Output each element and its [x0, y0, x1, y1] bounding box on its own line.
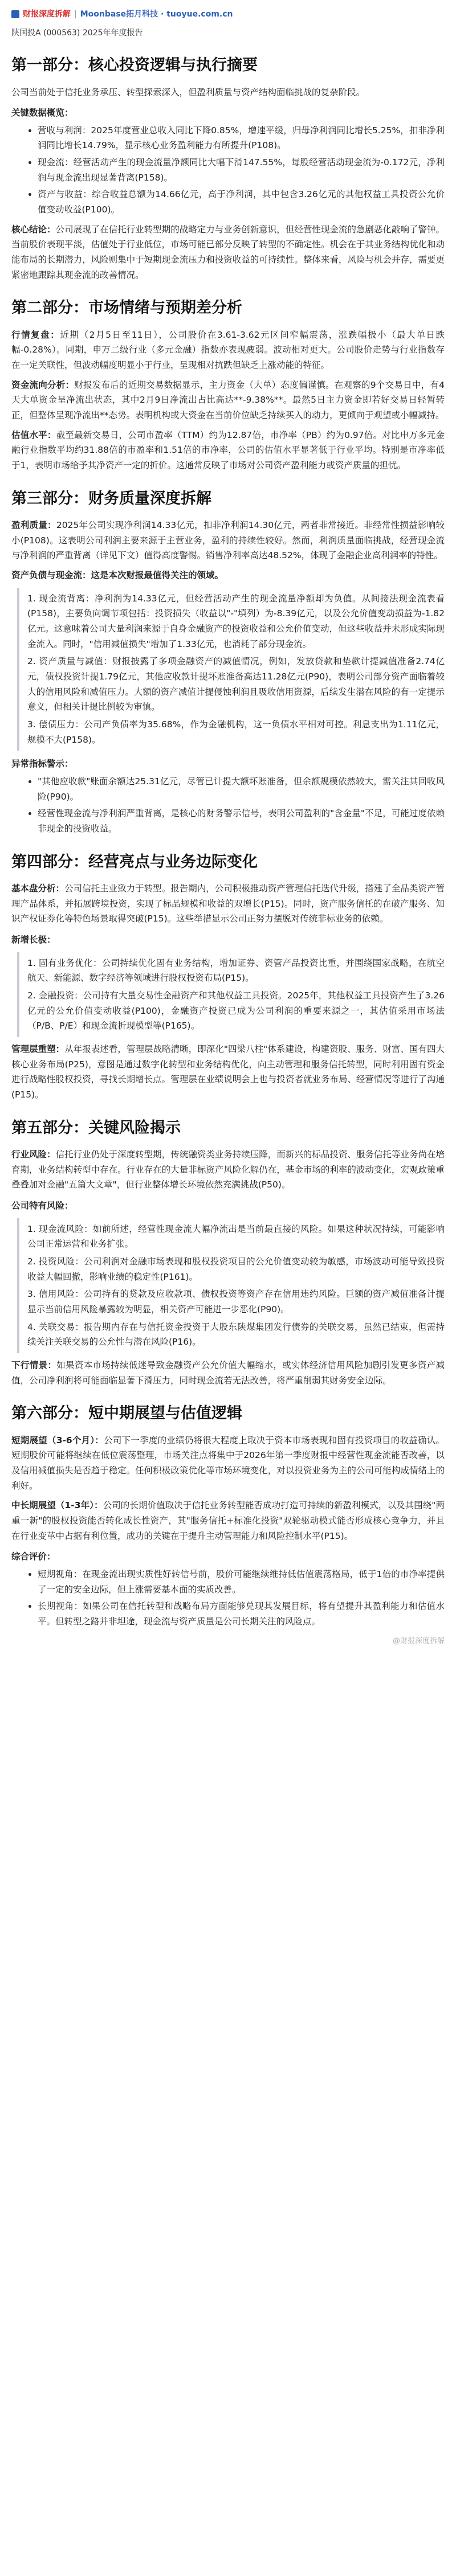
footer-credit: @财报深度拆解	[392, 1636, 445, 1645]
profit-quality-text: 2025年公司实现净利润14.33亿元，扣非净利润14.30亿元，两者非常接近。非经常性损益影响较小(P108)。这表明公司利润主要来源于主营业务，盈利的持续性较好。然而，利润质量面临挑战，经营现金流与净利润的严重背离（详见下文）值得高度警惕。销售净利率高达48.52%，体现了金融企业高利润率的特性。	[11, 520, 445, 561]
profit-quality-paragraph	[11, 518, 445, 563]
company-risk-label: 公司特有风险：	[11, 1201, 74, 1211]
summary-item-short: • 短期视角：在现金流出现实质性好转信号前，股价可能继续维持低估值震荡格局，低于1倍的市净率提供了一定的安全边际，但上涨需要基本面的实质改善。	[38, 1567, 445, 1597]
mid-term-paragraph	[11, 1498, 445, 1543]
sentiment-text: 近期（2月5日至11日），公司股价在3.61-3.62元区间窄幅震荡，涨跌幅极小（最大单日跌幅-0.28%）。同期，申万二级行业（多元金融）指数亦表现疲弱。波动相对更大。公司股价走势与行业指数存在一定关联性，但波动幅度明显小于行业，呈现相对抗跌但缺乏上涨动能的特征。	[11, 329, 445, 371]
downside-label: 下行情景：	[11, 1359, 57, 1370]
section-2-title: 第二部分：市场情绪与预期差分析	[11, 299, 242, 317]
site-name[interactable]: Moonbase拓月科技 · tuoyue.com.cn	[80, 9, 233, 19]
abnormal-item-receivables: • "其他应收款"账面余额达25.31亿元，尽管已计提大额坏账准备，但余额规模依然较大，需关注其回收风险(P90)。	[38, 774, 445, 804]
section-1-title: 第一部分：核心投资逻辑与执行摘要	[11, 56, 258, 75]
valuation-paragraph	[11, 428, 445, 473]
summary-label: 综合评价：	[11, 1551, 56, 1562]
management-label: 管理层重塑：	[11, 1043, 65, 1054]
abnormal-indicator-list	[11, 774, 445, 837]
downside-paragraph	[11, 1358, 445, 1388]
debt-pressure-item: 3. 偿债压力：公司产负债率为35.68%，作为金融机构，这一负债水平相对可控。利息支出为1.11亿元，规模不大(P158)。	[27, 719, 445, 745]
kpi-label: 关键数据概览：	[11, 108, 74, 118]
industry-risk-paragraph	[11, 1147, 445, 1193]
asset-cashflow-intro: 资产负债与现金流：这是本次财报最值得关注的领域。	[11, 570, 224, 581]
kpi-item-revenue: • 营收与利润：2025年度营业总收入同比下降0.85%，增速平缓，归母净利润同比增长5.25%，扣非净利润同比增长14.79%，显示核心业务盈利能力有所提升(P108)。	[38, 123, 445, 153]
risk-item-related-party: 4. 关联交易：报告期内存在与信托资金投资于大股东陕煤集团发行债券的关联交易，虽然已结束，但需持续关注关联交易的公允性与潜在风险(P16)。	[27, 1321, 445, 1348]
report-subtitle: 陕国投A (000563) 2025年年度报告	[11, 28, 143, 38]
summary-list	[11, 1567, 445, 1629]
base-business-label: 基本盘分析：	[11, 883, 65, 894]
section-6-title: 第六部分：短中期展望与估值逻辑	[11, 1404, 242, 1423]
fund-flow-text: 财报发布后的近期交易数据显示，主力资金（大单）态度偏谨慎。在观察的9个交易日中，有4天大单资金呈净流出状态，其中2月9日净流出占比高达**-9.38%**。最然5日主力资金即若好交易日轻暂转正，但整体呈现净流出**态势。表明机构或大资金在当前价位缺乏持续买入的动力，更倾向于观望或小幅减持。	[11, 379, 445, 421]
short-term-label: 短期展望（3-6个月）：	[11, 1435, 104, 1445]
fund-flow-label: 资金流向分析：	[11, 379, 75, 390]
company-risk-quote	[17, 1218, 445, 1353]
asset-analysis-quote	[17, 588, 445, 751]
section-4-title: 第四部分：经营亮点与业务边际变化	[11, 853, 258, 871]
base-business-text: 公司信托主业致力于转型。报告期内，公司积极推动资产管理信托迭代升级，搭建了全品类资产管理产品体系，并拓展跨境投资，实现了标品规模和收益的双增长(P15)。同时，资产服务信托的在破产服务、知识产权证券化等特色场景取得突破(P15)。这些举措显示公司正努力摆脱对传统非标业务的依赖。	[11, 883, 445, 924]
fund-flow-paragraph	[11, 378, 445, 423]
new-growth-item-own-business: 1. 固有业务优化：公司持续优化固有业务结构，增加证券、资管产品投资比重，并围绕国家战略，在航空航天、新能源、数字经济等领域进行股权投资布局(P15)。	[27, 957, 445, 984]
section-3-title: 第三部分：财务质量深度拆解	[11, 489, 211, 507]
short-term-text: 公司下一季度的业绩仍将很大程度上取决于资本市场表现和固有投资项目的收益确认。短期股价可能将继续在低位震荡整理，市场关注点将集中于2026年第一季度财报中经营性现金流能否改善，以及信用减值损失是否趋于稳定。任何积极政策优化等市场环境变化，对以投资业务为主的公司可能构成情绪上的利好。	[11, 1435, 445, 1491]
management-text: 从年报表述看，管理层战略清晰，即深化"四梁八柱"体系建设，构建资股、服务、财富、国有四大核心业务布局(P25)，意图是通过数字化转型和业务结构优化，向主动管理和服务信托转型，同时利用固有资金进行战略性股权投资，寻找长期增长点。管理层在业绩说明会上也与投资者就业务布局、经营情况等进行了沟通(P15)。	[11, 1043, 445, 1100]
cashflow-divergence-item: 1. 现金流背离：净利润为14.33亿元，但经营活动产生的现金流量净额却为负值。从间接法现金流表看(P158)，主要负向调节项包括：投资损失（收益以"-"填列）为-8.39亿元，以及公允价值变动损益为-1.82亿元。这意味着公司大量利润来源于自身金融资产的投资收益和公允价值变动，但这些收益并未形成实际现金流入。同时，"信用减值损失"增加了1.33亿元，也消耗了部分现金流。	[27, 593, 445, 649]
management-paragraph	[11, 1042, 445, 1103]
sentiment-paragraph	[11, 327, 445, 373]
risk-item-credit: 3. 信用风险：公司持有的贷款及应收款项、债权投资等资产存在信用违约风险。巨额的资产减值准备计提显示当前信用风险暴露较为明显，相关资产可能进一步恶化(P90)。	[27, 1289, 445, 1314]
core-conclusion	[11, 222, 445, 283]
industry-risk-label: 行业风险：	[11, 1149, 56, 1160]
brand-header	[11, 6, 445, 23]
valuation-label: 估值水平：	[11, 429, 56, 440]
risk-item-investment: 2. 投资风险：公司利润对金融市场表现和股权投资项目的公允价值变动较为敏感，市场波动可能导致投资收益大幅回撤，影响业绩的稳定性(P161)。	[27, 1256, 445, 1282]
abnormal-item-cashflow: • 经营性现金流与净利润严重背离，是核心的财务警示信号，表明公司盈利的"含金量"不足，可能过度依赖非现金的投资收益。	[38, 806, 445, 836]
kpi-list	[11, 123, 445, 218]
brand-logo-icon	[11, 10, 19, 18]
section-5-title: 第五部分：关键风险揭示	[11, 1119, 181, 1137]
mid-term-text: 公司的长期价值取决于信托业务转型能否成功打造可持续的新盈利模式，以及其围绕"两重一新"的股权投资能否转化成长性资产，其"服务信托+标准化投资"双轮驱动模式能否形成核心竞争力，并且在行业变革中占据有利位置，成功的关键在于提升主动管理能力和风险控制水平(P15)。	[11, 1500, 445, 1541]
mid-term-label: 中长期展望（1-3年）：	[11, 1500, 103, 1511]
kpi-item-cashflow: • 现金流：经营活动产生的现金流量净额同比大幅下滑147.55%，每股经营活动现金流为-0.172元，净利润与现金流出现显著背离(P158)。	[38, 155, 445, 185]
short-term-paragraph	[11, 1433, 445, 1494]
base-business-paragraph	[11, 881, 445, 927]
valuation-text: 截至最新交易日，公司市盈率（TTM）约为12.87倍，市净率（PB）约为0.97倍。对比申万多元金融行业指数平均约31.88倍的市盈率和1.51倍的市净率，公司的估值水平显著低于行业平均。特别是市净率低于1，表明市场给予其净资产一定的折价。这通常反映了市场对公司资产盈利能力或资产质量的担忧。	[11, 429, 445, 471]
new-growth-item-investment: 2. 金融投资：公司持有大量交易性金融资产和其他权益工具投资。2025年，其他权益工具投资产生了3.26亿元的公允价值变动收益(P100)，金融资产投资已成为公司利润的重要来源之一，其估值采用市场法（P/B、P/E）和现金流折现模型等(P165)。	[27, 990, 445, 1031]
brand-separator: |	[74, 9, 77, 19]
profit-quality-label: 盈利质量：	[11, 520, 56, 531]
kpi-item-assets: • 资产与收益：综合收益总额为14.66亿元，高于净利润，其中包含3.26亿元的其他权益工具投资公允价值变动收益(P100)。	[38, 187, 445, 217]
downside-text: 如果资本市场持续低迷导致金融资产公允价值大幅缩水，或实体经济信用风险加剧引发更多资产减值，公司净利润将可能面临显著下滑压力，同时现金流若无法改善，将严重削弱其财务安全边际。	[11, 1359, 445, 1386]
summary-item-long: • 长期视角：如果公司在信托转型和战略布局方面能够兑现其发展目标，将有望提升其盈利能力和估值水平。但转型之路并非坦途，现金流与资产质量是公司长期关注的风险点。	[38, 1599, 445, 1629]
sentiment-label: 行情复盘：	[11, 329, 60, 340]
industry-risk-text: 信托行业仍处于深度转型期，传统融资类业务持续压降，而新兴的标品投资、服务信托等业务尚在培育期，业务结构转型中存在。行业存在的大量非标资产风险化解仍在，基金市场的利率的波动变化，宏观政策重叠叠加对金融"五篇大文章"，但行业整体增长环境依然充满挑战(P50)。	[11, 1149, 445, 1190]
abnormal-indicator-label: 异常指标警示：	[11, 759, 74, 769]
risk-item-cashflow: 1. 现金流风险：如前所述，经营性现金流大幅净流出是当前最直接的风险。如果这种状况持续，可能影响公司正常运营和业务扩张。	[27, 1223, 445, 1250]
core-label: 核心结论：	[11, 224, 56, 235]
core-text: 公司展现了在信托行业转型期的战略定力与业务创新意识，但经营性现金流的急剧恶化敲响了警钟。当前股价表现平淡，估值处于行业低位，市场可能已部分反映了转型的不确定性。机会在于其业务结构优化和动能布局的长期潜力，风险则集中于短期现金流压力和投资收益的可持续性。整体来看，风险与机会并存，需要更紧密地跟踪其现金流的改善情况。	[11, 224, 445, 280]
report-title: 财报深度拆解	[23, 9, 71, 19]
new-growth-quote	[17, 952, 445, 1037]
asset-impairment-item: 2. 资产质量与减值：财报披露了多项金融资产的减值情况，例如，发放贷款和垫款计提减值准备2.74亿元，债权投资计提1.79亿元，其他应收款计提坏账准备高达11.28亿元(P90)，表明公司部分资产面临着较大的信用风险和减值压力。大额的资产减值计提侵蚀利润且吸收信用资源，后续发生潜在风险的有一定提示意义，但相关计提比例较为审慎。	[27, 656, 445, 712]
new-growth-label: 新增长极：	[11, 935, 56, 945]
section-1-intro: 公司当前处于信托业务承压、转型探索深入，但盈利质量与资产结构面临挑战的复杂阶段。	[11, 87, 365, 97]
